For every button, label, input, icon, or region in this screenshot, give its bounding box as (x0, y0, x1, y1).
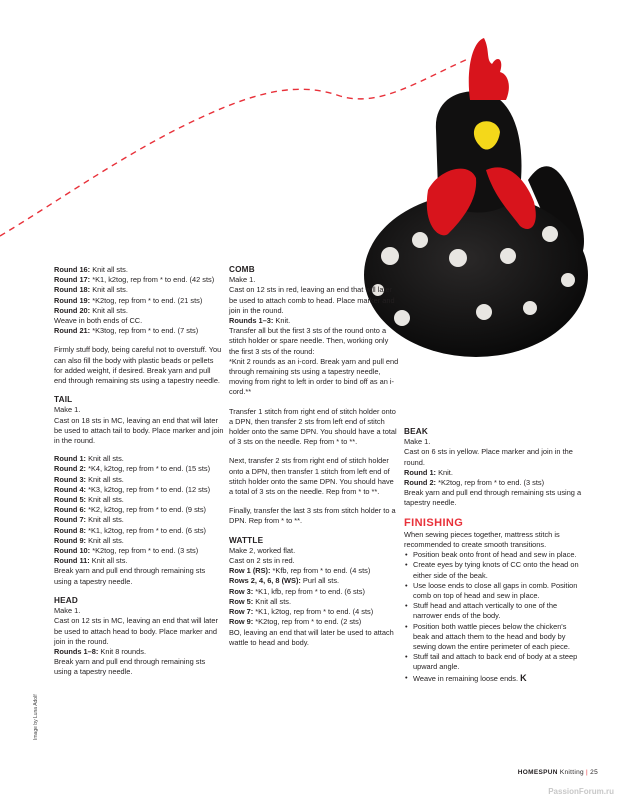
wattle-section (229, 536, 399, 648)
round-line: Round 3: Knit all sts. (54, 474, 124, 484)
comb-para-3: Next, transfer 2 sts from right end of stitch holder onto a DPN, then transfer 1 stitch from left end of stitch holder onto the same DPN. You should have a total of 3 sts on the needle. Rep from * to **. (229, 456, 394, 497)
beak-heading: BEAK (404, 427, 428, 436)
round-line: Round 19: *K2tog, rep from * to end. (21 sts) (54, 295, 203, 305)
comb-para-2: Transfer 1 stitch from right end of stitch holder onto a DPN, then transfer 2 sts from left end of stitch holder onto the same DPN. You should have a total of 3 sts on the needle. Rep from * to **. (229, 406, 397, 447)
comb-section (229, 265, 399, 398)
round-line: Round 9: Knit all sts. (54, 535, 124, 545)
column-middle (229, 265, 399, 657)
tail-section (54, 395, 224, 446)
column-left (54, 265, 224, 687)
wattle-heading: WATTLE (229, 535, 264, 545)
head-finish: Break yarn and pull end through remaining sts using a tapestry needle. (54, 657, 206, 677)
round-line: Round 21: *K3tog, rep from * to end. (7 sts) (54, 326, 199, 336)
end-mark: K (520, 672, 527, 683)
finishing-intro: When sewing pieces together, mattress stitch is recommended to create smooth transitions. (404, 529, 560, 550)
wattle-finish: BO, leaving an end that will later be used to attach wattle to head and body. (229, 627, 394, 647)
round-line: Weave in both ends of CC. (54, 316, 143, 326)
round-line: Round 2: *K2tog, rep from * to end. (3 sts) (404, 478, 545, 488)
round-line: Round 7: Knit all sts. (54, 515, 124, 525)
comb-icord: *Knit 2 rounds as an i-cord. Break yarn and pull end through remaining sts using a tapestry needle, moving from right to left in order to bind off as an i-cord.** (229, 356, 399, 397)
row-line: Row 3: *K1, kfb, rep from * to end. (6 sts) (229, 586, 365, 596)
footer-brand: HOMESPUN (517, 769, 558, 776)
list-item: • Use loose ends to close all gaps in comb. Position comb on top of head and sew in place. (404, 581, 582, 601)
head-cast-on: Cast on 12 sts in MC, leaving an end that will later be used to attach head to body. Place marker and join in the round. (54, 616, 218, 646)
tail-finish: Break yarn and pull end through remaining sts using a tapestry needle. (54, 566, 206, 586)
round-line: Round 8: *K1, k2tog, rep from * to end. (6 sts) (54, 525, 206, 535)
round-line: Round 1: Knit. (404, 467, 453, 477)
row-line: Rows 2, 4, 6, 8 (WS): Purl all sts. (229, 576, 340, 586)
head-heading: HEAD (54, 595, 78, 605)
list-item: • Stuff head and attach vertically to one of the narrower ends of the body. (404, 601, 582, 621)
round-line: Round 17: *K1, k2tog, rep from * to end. (42 sts) (54, 275, 215, 285)
beak-make: Make 1. (404, 437, 431, 447)
round-line: Round 10: *K2tog, rep from * to end. (3 sts) (54, 546, 199, 556)
round-line: Round 20: Knit all sts. (54, 305, 128, 315)
tail-rounds (54, 454, 224, 587)
column-right (404, 427, 582, 684)
stuff-body-paragraph: Firmly stuff body, being careful not to overstuff. You can also fill the body with plastic beads or pellets for added weight, if desired. Break yarn and pull end through remaining sts using a tapestry needle. (54, 345, 222, 386)
list-item: • Weave in remaining loose ends. K (404, 673, 582, 684)
comb-cast-on: Cast on 12 sts in red, leaving an end that will later be used to attach comb to head. Place marker and join in the round. (229, 285, 395, 315)
round-line: Round 1: Knit all sts. (54, 454, 124, 464)
tail-cast-on: Cast on 18 sts in MC, leaving an end that will later be used to attach tail to body. Place marker and join in the round. (54, 415, 224, 446)
image-credit: Image by Luna Adolf (33, 694, 39, 740)
round-line: Round 16: Knit all sts. (54, 265, 128, 274)
row-line: Row 5: Knit all sts. (229, 596, 292, 606)
row-line: Row 1 (RS): *Kfb, rep from * to end. (4 sts) (229, 566, 371, 576)
wattle-cast-on: Cast on 2 sts in red. (229, 556, 295, 566)
round-line: Round 6: *K2, k2tog, rep from * to end. (9 sts) (54, 505, 206, 515)
row-line: Row 7: *K1, k2tog, rep from * to end. (4 sts) (229, 607, 374, 617)
round-line: Rounds 1–3: Knit. (229, 316, 291, 326)
page-footer (518, 768, 598, 778)
footer-word: Knitting (557, 769, 584, 776)
round-line: Round 5: Knit all sts. (54, 495, 124, 505)
head-section (54, 596, 224, 678)
comb-transfer: Transfer all but the first 3 sts of the round onto a stitch holder or spare needle. Then, working only the first 3 sts of the round: (229, 326, 389, 356)
round-line: Round 2: *K4, k2tog, rep from * to end. (15 sts) (54, 464, 211, 474)
page-number: 25 (590, 769, 598, 776)
tail-make: Make 1. (54, 405, 81, 415)
comb-para-4: Finally, transfer the last 3 sts from stitch holder to a DPN. Rep from * to **. (229, 506, 396, 526)
round-line: Rounds 1–8: Knit 8 rounds. (54, 646, 147, 656)
round-line: Round 18: Knit all sts. (54, 285, 128, 295)
watermark: PassionForum.ru (548, 787, 614, 796)
beak-cast-on: Cast on 6 sts in yellow. Place marker and join in the round. (404, 447, 573, 467)
beak-section (404, 427, 582, 509)
round-line: Round 11: Knit all sts. (54, 556, 128, 566)
comb-make: Make 1. (229, 275, 256, 285)
footer-separator: | (583, 769, 591, 776)
beak-finish: Break yarn and pull end through remaining sts using a tapestry needle. (404, 488, 582, 508)
list-item: • Stuff tail and attach to back end of body at a steep upward angle. (404, 652, 582, 672)
list-item: • Position beak onto front of head and sew in place. (404, 550, 582, 560)
list-item: • Create eyes by tying knots of CC onto the head on either side of the beak. (404, 560, 582, 580)
rounds-16-21 (54, 265, 224, 336)
tail-heading: TAIL (54, 395, 73, 405)
list-item: • Position both wattle pieces below the chicken's beak and attach them to the head and body by sewing down the entire perimeter of each piece. (404, 622, 582, 653)
head-make: Make 1. (54, 606, 81, 616)
row-line: Row 9: *K2tog, rep from * to end. (2 sts) (229, 617, 362, 627)
round-line: Round 4: *K3, k2tog, rep from * to end. (12 sts) (54, 484, 211, 494)
wattle-make: Make 2, worked flat. (229, 545, 296, 555)
finishing-list (404, 550, 582, 684)
comb-heading: COMB (229, 265, 255, 274)
finishing-heading: FINISHING (404, 516, 464, 529)
